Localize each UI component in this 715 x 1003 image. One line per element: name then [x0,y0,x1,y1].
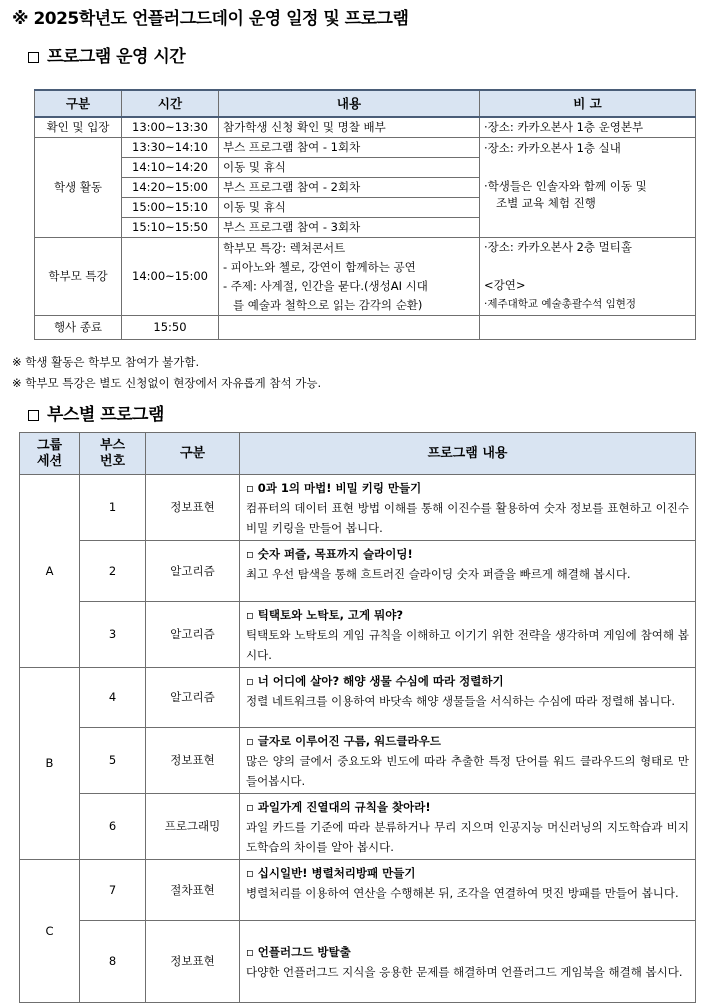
booth-number: 6 [80,794,146,860]
booth-category: 정보표현 [146,728,240,794]
parent-note [480,237,696,315]
booth-category: 알고리즘 [146,602,240,668]
schedule-row-closing [35,315,696,339]
closing-note-empty [480,315,696,339]
note-spacer [484,155,691,179]
booth-row-6 [20,794,696,860]
student-content-3: 부스 프로그램 참여 - 2회차 [219,177,480,197]
header-group-session [20,433,80,475]
section-title-text: 프로그램 운영 시간 [47,47,186,67]
student-time-1: 13:30~14:10 [122,137,219,157]
checkin-content: 참가학생 신청 확인 및 명찰 배부 [219,117,480,137]
booth-header-row [20,433,696,475]
parent-note-place: ·장소: 카카오본사 2층 멀티홀 [484,239,633,254]
student-note-guide-1: ·학생들은 인솔자와 함께 이동 및 [484,178,647,193]
parent-content [219,237,480,315]
booth-title: ▫ 십시일반! 병렬처리방패 만들기 [246,866,416,880]
closing-content-empty [219,315,480,339]
booth-row-5 [20,728,696,794]
booth-category: 정보표현 [146,475,240,541]
group-a: A [20,475,80,668]
booth-title: ▫ 과일가게 진열대의 규칙을 찾아라! [246,800,431,814]
booth-number: 8 [80,921,146,1003]
student-note-place: ·장소: 카카오본사 1층 실내 [484,140,621,155]
booth-row-2 [20,541,696,602]
student-category: 학생 활동 [35,137,122,237]
booth-title: ▫ 언플러그드 방탈출 [246,945,351,959]
closing-category: 행사 종료 [35,315,122,339]
student-note [480,137,696,237]
booth-row-8 [20,921,696,1003]
schedule-row-student-1 [35,137,696,157]
booth-number: 3 [80,602,146,668]
checkbox-square-icon [28,52,39,63]
header-group-line-1: 그룹 [36,437,63,453]
booth-number: 7 [80,860,146,921]
student-time-3: 14:20~15:00 [122,177,219,197]
booth-title: ▫ 0과 1의 마법! 비밀 키링 만들기 [246,481,422,495]
group-b: B [20,668,80,860]
booth-desc-text: 정렬 네트워크를 이용하여 바닷속 해양 생물들을 서식하는 수심에 따라 정렬해 봅니다. [246,694,676,708]
student-time-5: 15:10~15:50 [122,217,219,237]
booth-desc-text: 병렬처리를 이용하여 연산을 수행해본 뒤, 조각을 연결하여 멋진 방패를 만들어 봅니다. [246,886,679,900]
header-program-content: 프로그램 내용 [240,433,696,475]
booth-number: 4 [80,668,146,728]
header-booth-number [80,433,146,475]
checkin-note: ·장소: 카카오본사 1층 운영본부 [480,117,696,137]
booth-title: ▫ 숫자 퍼즐, 목표까지 슬라이딩! [246,547,413,561]
student-note-guide-2: 조별 교육 체험 진행 [496,196,596,211]
booth-desc-text: 틱택토와 노탁토의 게임 규칙을 이해하고 이기기 위한 전략을 생각하며 게임에 참여해 봅시다. [246,628,689,662]
booth-description [240,794,696,860]
student-content-2: 이동 및 휴식 [219,157,480,177]
header-content: 내용 [219,90,480,117]
booth-title: ▫ 글자로 이루어진 구름, 워드클라우드 [246,734,441,748]
booth-title: ▫ 틱택토와 노탁토, 고게 뭐야? [246,608,404,622]
booth-category: 알고리즘 [146,668,240,728]
section-title-booths [28,400,164,425]
notes [12,352,321,394]
booth-number: 1 [80,475,146,541]
section-title-text: 부스별 프로그램 [47,405,164,425]
booth-desc-text: 컴퓨터의 데이터 표현 방법 이해를 통해 이진수를 활용하여 숫자 정보를 표현하고 이진수 비밀 키링을 만들어 봅니다. [246,501,689,535]
booth-description [240,602,696,668]
header-group-line-2: 세션 [36,453,63,469]
booth-row-1 [20,475,696,541]
booth-number: 5 [80,728,146,794]
parent-content-line-2: - 피아노와 첼로, 강연이 함께하는 공연 [223,259,416,274]
booth-table [19,432,696,1003]
booth-description [240,475,696,541]
page-title: ※ 2025학년도 언플러그드데이 운영 일정 및 프로그램 [12,9,409,29]
booth-category: 프로그래밍 [146,794,240,860]
note-spacer [484,257,691,276]
student-time-4: 15:00~15:10 [122,197,219,217]
checkin-time: 13:00~13:30 [122,117,219,137]
header-booth-line-2: 번호 [99,453,126,469]
booth-row-4 [20,668,696,728]
booth-description [240,541,696,602]
booth-category: 정보표현 [146,921,240,1003]
booth-row-7 [20,860,696,921]
student-content-5: 부스 프로그램 참여 - 3회차 [219,217,480,237]
parent-content-line-3: - 주제: 사계절, 인간을 묻다.(생성AI 시대 [223,278,428,293]
booth-desc-text: 다양한 언플러그드 지식을 응용한 문제를 해결하며 언플러그드 게임북을 해결해 봅시다. [246,965,683,979]
student-content-1: 부스 프로그램 참여 - 1회차 [219,137,480,157]
section-title-schedule [28,42,185,67]
booth-description [240,728,696,794]
parent-content-line-4: 를 예술과 철학으로 읽는 감각의 순환) [233,297,423,312]
booth-category: 알고리즘 [146,541,240,602]
header-category: 구분 [35,90,122,117]
booth-description [240,668,696,728]
booth-title: ▫ 너 어디에 살아? 해양 생물 수심에 따라 정렬하기 [246,674,504,688]
checkin-category: 확인 및 입장 [35,117,122,137]
parent-category: 학부모 특강 [35,237,122,315]
booth-desc-text: 과일 카드를 기준에 따라 분류하거나 무리 지으며 인공지능 머신러닝의 지도학습과 비지도학습의 차이를 알아 봅시다. [246,820,689,854]
parent-content-line-1: 학부모 특강: 렉쳐콘서트 [223,240,346,255]
student-time-2: 14:10~14:20 [122,157,219,177]
parent-time: 14:00~15:00 [122,237,219,315]
student-content-4: 이동 및 휴식 [219,197,480,217]
schedule-table [34,89,696,340]
header-time: 시간 [122,90,219,117]
booth-description [240,860,696,921]
booth-desc-text: 많은 양의 글에서 중요도와 빈도에 따라 추출한 특정 단어를 워드 클라우드의 형태로 만들어봅시다. [246,754,689,788]
closing-time: 15:50 [122,315,219,339]
checkbox-square-icon [28,410,39,421]
header-booth-category: 구분 [146,433,240,475]
parent-note-lecture: <강연> [484,277,526,292]
header-note: 비 고 [480,90,696,117]
group-c: C [20,860,80,1003]
parent-note-speaker: ·제주대학교 예술총괄수석 임현정 [484,297,637,310]
booth-description [240,921,696,1003]
note-line-1: ※ 학생 활동은 학부모 참여가 불가함. [12,355,200,369]
schedule-header-row [35,90,696,117]
booth-desc-text: 최고 우선 탐색을 통해 흐트러진 슬라이딩 숫자 퍼즐을 빠르게 해결해 봅시다. [246,567,631,581]
note-line-2: ※ 학부모 특강은 별도 신청없이 현장에서 자유롭게 참석 가능. [12,376,322,390]
header-booth-line-1: 부스 [99,437,126,453]
booth-number: 2 [80,541,146,602]
schedule-row-checkin [35,117,696,137]
booth-category: 절차표현 [146,860,240,921]
schedule-row-parent [35,237,696,315]
booth-row-3 [20,602,696,668]
